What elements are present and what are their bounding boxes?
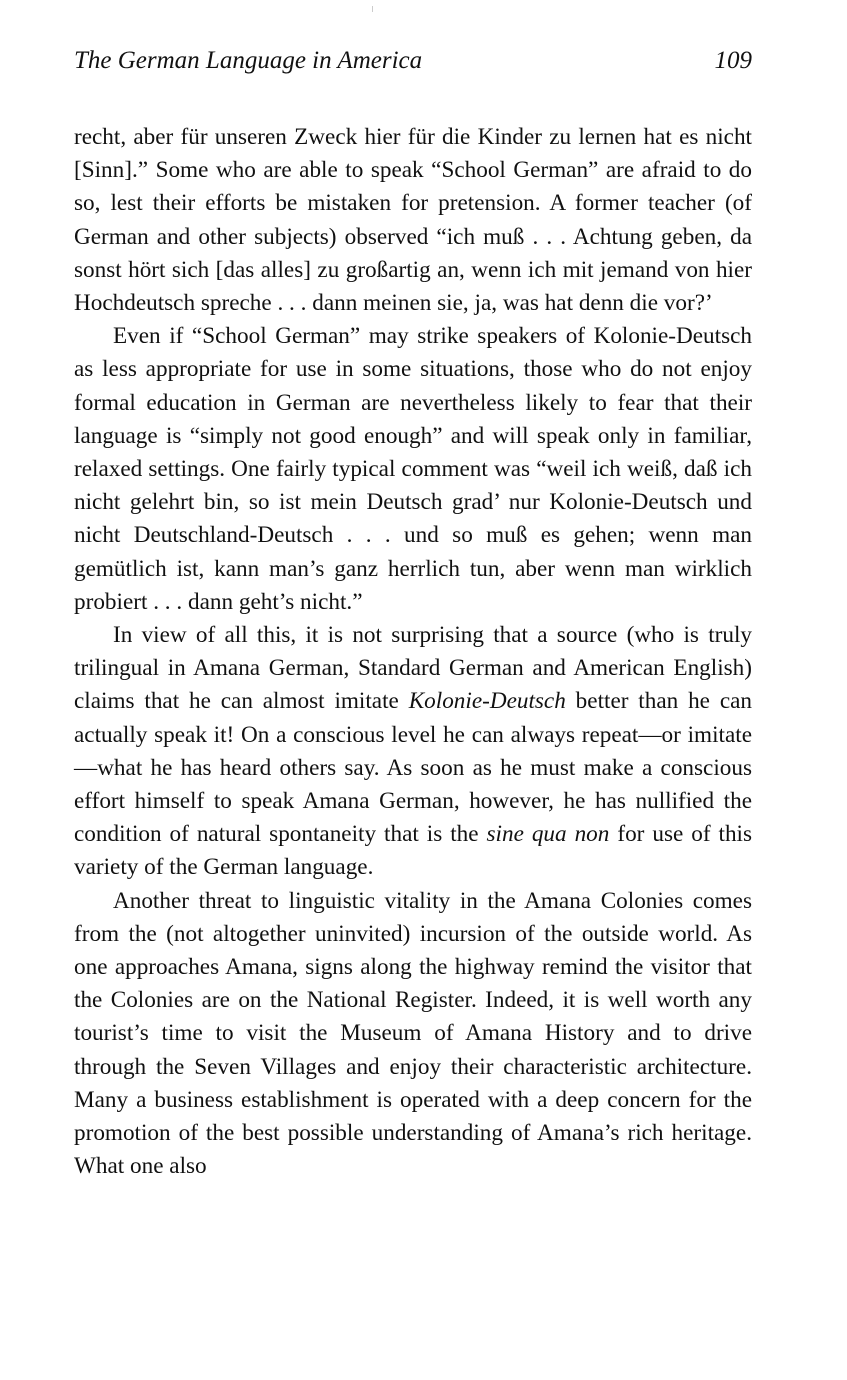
italic-term-kolonie-deutsch: Kolonie-Deutsch [408,688,566,715]
paragraph-2 [74,320,752,619]
paragraph-text: Another threat to linguistic vitality in the Amana Colonies comes from the (not altogether uninvited) incursion of the outside world. As one approaches Amana, signs along the highway remind the visitor that the Colonies are on the National Register. Indeed, it is well worth any tourist’s time to visit the Museum of Amana History and to drive through the Seven Villages and enjoy their characteristic architecture. Many a business establishment is operated with a deep concern for the promotion of the best possible understanding of Amana’s rich heritage. What one also [74,887,752,1180]
paragraph-text: Even if “School German” may strike speakers of Kolonie-Deutsch as less appropriate for use in some situations, those who do not enjoy formal education in German are nevertheless likely to fear that their language is “simply not good enough” and will speak only in familiar, relaxed settings. One fairly typical comment was “weil ich weiß, daß ich nicht gelehrt bin, so ist mein Deutsch grad’ nur Kolonie-Deutsch und nicht Deutschland-Deutsch . . . und so muß es gehen; wenn man gemütlich ist, kann man’s ganz herrlich tun, aber wenn man wirklich probiert . . . dann geht’s nicht.” [74,323,752,615]
running-title: The German Language in America [74,47,423,74]
paragraph-1 [74,121,752,320]
body-text [74,121,752,1184]
paragraph-text: better than he can actually speak it! On a conscious level he can always repeat—or imitate—what he has heard others say. As soon as he must make a conscious effort himself to speak Amana German, however, he has nullified the condition of natural spontaneity that is the [74,688,752,848]
paragraph-text: for use of this variety of the German language. [74,821,753,881]
paragraph-3 [74,619,752,885]
running-header [74,44,752,78]
paragraph-text: recht, aber für unseren Zweck hier für die Kinder zu lernen hat es nicht [Sinn].” Some who are able to speak “School German” are afraid to do so, lest their efforts be mistaken for pretension. A former teacher (of German and other subjects) observed “ich muß . . . Achtung geben, da sonst hört sich [das alles] zu großartig an, wenn ich mit jemand von hier Hochdeutsch spreche . . . dann meinen sie, ja, was hat denn die vor?’ [74,124,752,317]
page-number: 109 [714,47,752,74]
italic-term-sine-qua-non: sine qua non [486,821,610,848]
paragraph-4 [74,885,752,1184]
scan-mark [372,6,373,12]
paragraph-text: In view of all this, it is not surprising that a source (who is truly trilingual in Amana German, Standard German and American English) claims that he can almost imitate [74,622,752,715]
